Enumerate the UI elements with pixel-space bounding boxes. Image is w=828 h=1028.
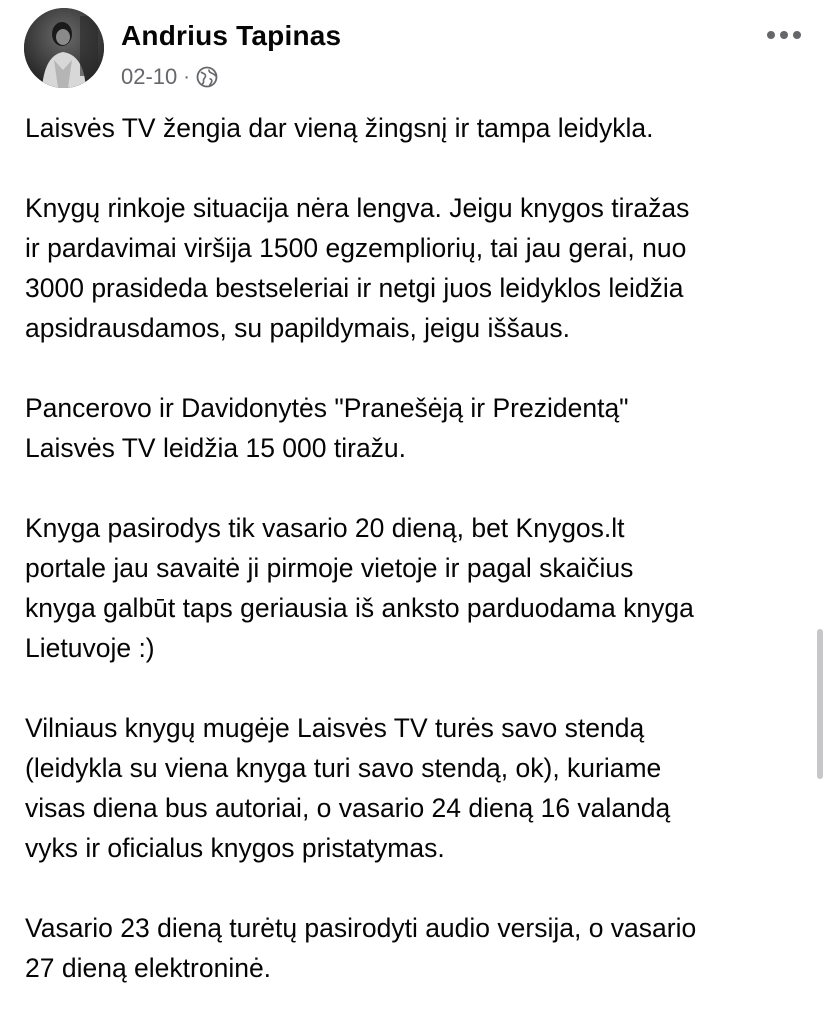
post-paragraph: Vilniaus knygų mugėje Laisvės TV turės savo stendą (leidykla su viena knyga turi savo stendą, ok), kuriame visas diena bus autoriai, o vasario 24 dieną 16 valandą vyks ir oficialus knygos pristatymas.: [25, 713, 671, 863]
post-paragraph: Vasario 23 dieną turėtų pasirodyti audio versija, o vasario 27 dieną elektroninė.: [25, 913, 697, 983]
post-body: [25, 108, 815, 1028]
post-paragraph: Knygų rinkoje situacija nėra lengva. Jeigu knygos tiražas ir pardavimai viršija 1500 egzempliorių, tai jau gerai, nuo 3000 prasideda bestseleriai ir netgi juos leidyklos leidžia apsidrausdamos, su papildymais, jeigu iššaus.: [25, 193, 690, 343]
author-name[interactable]: Andrius Tapinas: [121, 20, 342, 51]
post-header: [22, 8, 818, 90]
post-date[interactable]: 02-10: [121, 64, 178, 89]
post-meta: [121, 64, 218, 90]
author-avatar[interactable]: [24, 8, 104, 88]
more-horizontal-icon: [766, 30, 802, 40]
post-paragraph: Knyga pasirodys tik vasario 20 dieną, bet Knygos.lt portale jau savaitė ji pirmoje vietoje ir pagal skaičius knyga galbūt taps geriausia iš anksto parduodama knyga Lietuvoje :): [25, 513, 694, 663]
post-paragraph: Pancerovo ir Davidonytės "Pranešėją ir Prezidentą" Laisvės TV leidžia 15 000 tiražu.: [25, 393, 629, 463]
meta-separator: ·: [183, 65, 190, 88]
post-paragraph: Laisvės TV žengia dar vieną žingsnį ir tampa leidykla.: [25, 113, 654, 143]
avatar-photo-icon: [24, 8, 104, 88]
more-options-button[interactable]: [760, 20, 808, 50]
globe-icon[interactable]: [196, 66, 218, 88]
scrollbar-thumb[interactable]: [817, 629, 823, 779]
